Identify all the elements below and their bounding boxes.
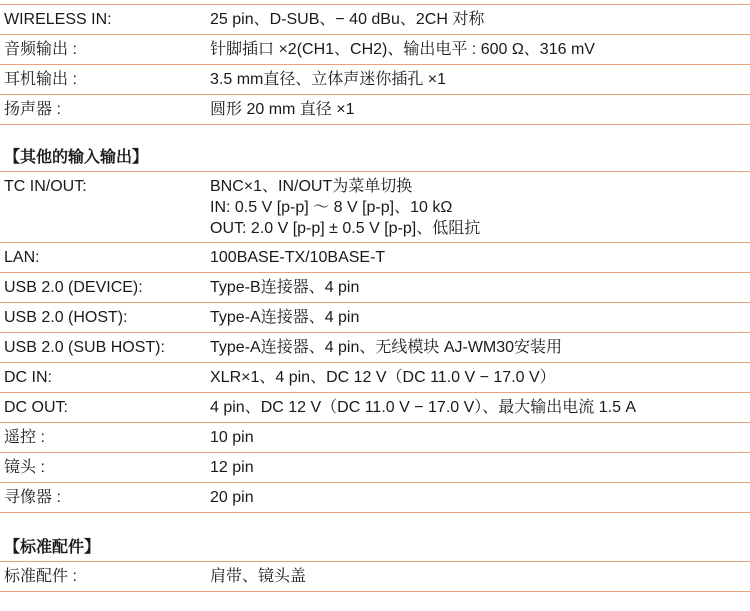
spec-label: LAN: (4, 249, 40, 266)
spec-row-usb-device (0, 273, 750, 303)
spec-value: 12 pin (210, 459, 254, 476)
spec-value (210, 176, 750, 239)
spec-row-dc-out (0, 393, 750, 423)
spec-row-wireless-in (0, 5, 750, 35)
spec-label: USB 2.0 (SUB HOST): (4, 339, 165, 356)
spec-value: Type-A连接器、4 pin (210, 309, 360, 326)
spec-row-usb-sub-host (0, 333, 750, 363)
accessory-spec-table (0, 534, 750, 592)
spec-value: XLR×1、4 pin、DC 12 V（DC 11.0 V − 17.0 V） (210, 369, 556, 386)
spec-label: WIRELESS IN: (4, 11, 112, 28)
spec-value: 25 pin、D-SUB、− 40 dBu、2CH 对称 (210, 11, 485, 28)
spec-label: 寻像器 : (4, 489, 61, 506)
spec-row-tc-in-out (0, 172, 750, 243)
spec-value: 100BASE-TX/10BASE-T (210, 249, 386, 266)
spec-value: Type-A连接器、4 pin、无线模块 AJ-WM30安装用 (210, 339, 563, 356)
spec-label: 扬声器 : (4, 101, 61, 118)
spec-value: 圆形 20 mm 直径 ×1 (210, 101, 355, 118)
spec-row-viewfinder (0, 483, 750, 513)
spec-value: 针脚插口 ×2(CH1、CH2)、输出电平 : 600 Ω、316 mV (210, 41, 595, 58)
spec-label: 标准配件 : (4, 568, 77, 585)
spec-label: 镜头 : (4, 459, 45, 476)
spec-label: DC OUT: (4, 399, 68, 416)
audio-spec-table (0, 4, 750, 125)
spec-label: USB 2.0 (HOST): (4, 309, 128, 326)
spec-row-headphone-output (0, 65, 750, 95)
spec-value: Type-B连接器、4 pin (210, 279, 360, 296)
other-io-spec-table (0, 144, 750, 513)
spec-row-lens (0, 453, 750, 483)
spec-row-usb-host (0, 303, 750, 333)
spec-row-standard-accessories (0, 562, 750, 592)
spec-row-audio-output (0, 35, 750, 65)
spec-value: 3.5 mm直径、立体声迷你插孔 ×1 (210, 71, 447, 88)
section-title-accessories: 【标准配件】 (0, 534, 750, 562)
spec-label: DC IN: (4, 369, 52, 386)
spec-row-lan (0, 243, 750, 273)
spec-row-speaker (0, 95, 750, 125)
spec-row-remote (0, 423, 750, 453)
spec-value: 20 pin (210, 489, 254, 506)
spec-value: 4 pin、DC 12 V（DC 11.0 V − 17.0 V）、最大输出电流 1.5 A (210, 399, 637, 416)
spec-value-line: OUT: 2.0 V [p-p] ± 0.5 V [p-p]、低阻抗 (210, 220, 481, 237)
spec-label: TC IN/OUT: (4, 178, 87, 195)
section-title-other-io: 【其他的输入输出】 (0, 144, 750, 172)
spec-label: 耳机输出 : (4, 71, 77, 88)
spec-value-line: BNC×1、IN/OUT为菜单切换 (210, 178, 413, 195)
spec-value: 肩带、镜头盖 (210, 568, 307, 585)
spec-value: 10 pin (210, 429, 254, 446)
spec-row-dc-in (0, 363, 750, 393)
spec-label: USB 2.0 (DEVICE): (4, 279, 143, 296)
spec-value-line: IN: 0.5 V [p-p] ～ 8 V [p-p]、10 kΩ (210, 199, 453, 216)
spec-label: 遥控 : (4, 429, 45, 446)
spec-label: 音频输出 : (4, 41, 77, 58)
